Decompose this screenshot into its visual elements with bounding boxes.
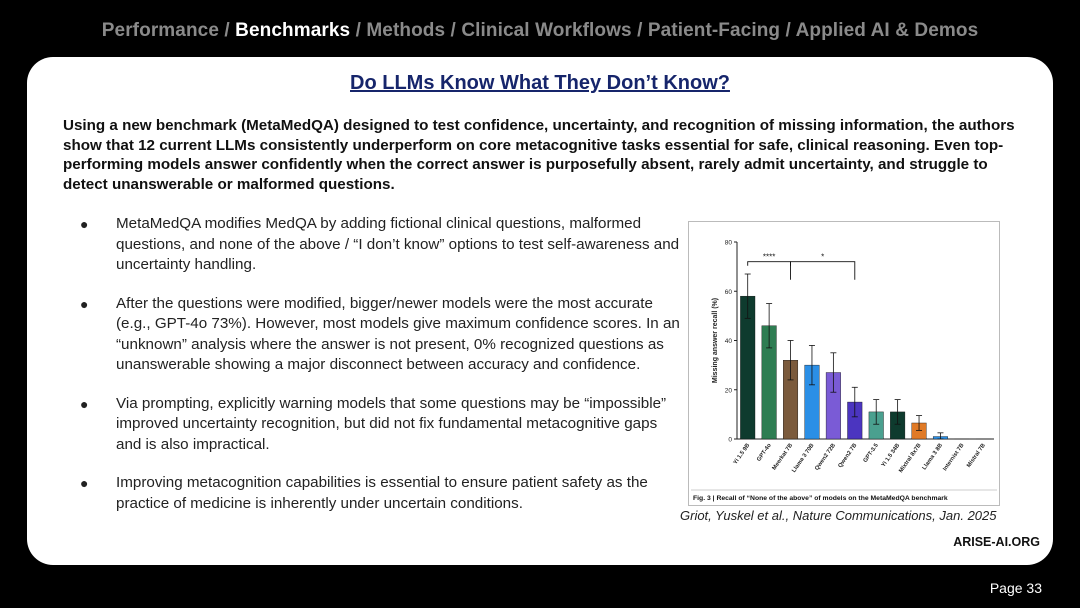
nav-item-applied-ai-demos[interactable]: Applied AI & Demos (795, 20, 979, 41)
x-tick-label: Llama 3 70B (791, 442, 816, 474)
intro-paragraph: Using a new benchmark (MetaMedQA) designed to test confidence, uncertainty, and recognition of missing information, the authors show that 12 current LLMs consistently underperform on core metacognitive tasks essential for safe, clinical reasoning. Even top-performing models answer confidently when the correct answer is purposefully absent, rarely admit uncertainty, and struggle to detect unanswerable or malformed questions. (63, 117, 1015, 193)
bullet-icon: ● (80, 475, 89, 491)
bullet-text: Via prompting, explicitly warning models that some questions may be “impossible” improved uncertainty recognition, but did not fix fundamental metacognitive gaps and is also impractical. (116, 394, 667, 453)
breadcrumb-separator: / (780, 20, 796, 41)
page-number: Page 33 (989, 580, 1042, 596)
breadcrumb-separator: / (219, 20, 236, 41)
brand-label: ARISE-AI.ORG (953, 535, 1040, 549)
x-tick-label: Qwen2 7B (837, 442, 859, 470)
slide-title: Do LLMs Know What They Don’t Know? (350, 72, 730, 94)
bullet-text: MetaMedQA modifies MedQA by adding fictional clinical questions, malformed questions, and none of the above / “I don’t know” options to test self-awareness and uncertainty handling. (116, 215, 680, 273)
bar-chart (689, 222, 999, 505)
bullet-icon: ● (80, 216, 89, 232)
bullet-item (80, 294, 680, 376)
citation: Griot, Yuskel et al., Nature Communications, Jan. 2025 (680, 508, 997, 523)
bullet-text: After the questions were modified, bigger/newer models were the most accurate (e.g., GPT-4o 73%). However, most models give maximum confidence scores. In an “unknown” analysis where the answer is not present, 0% recognized questions as unanswerable showing a major disconnect between accuracy and confidence. (116, 294, 680, 373)
nav-item-performance[interactable]: Performance (101, 20, 220, 41)
bullet-item (80, 473, 680, 514)
bullet-item (80, 214, 680, 276)
breadcrumb-separator: / (445, 20, 462, 41)
x-tick-label: Yi 1.5 9B (732, 442, 752, 466)
x-tick-label: Internist 7B (942, 442, 966, 473)
bullet-icon: ● (80, 295, 89, 312)
significance-label: * (821, 252, 825, 262)
x-tick-label: GPT-4o (756, 442, 773, 463)
x-tick-label: GPT-3.5 (862, 442, 880, 464)
y-axis-label: Missing answer recall (%) (712, 297, 719, 384)
breadcrumb-nav (0, 20, 1080, 42)
nav-item-clinical-workflows[interactable]: Clinical Workflows (461, 20, 632, 41)
significance-bracket (748, 262, 791, 280)
y-tick-label: 20 (724, 387, 732, 395)
breadcrumb-separator: / (350, 20, 367, 41)
x-tick-label: Meerkat 7B (771, 442, 795, 472)
y-tick-label: 40 (724, 338, 732, 345)
x-tick-label: Mistral 7B (966, 442, 987, 469)
x-tick-label: Llama 3 8B (921, 442, 945, 472)
significance-bracket (791, 262, 855, 280)
x-tick-label: Qwen2 72B (814, 442, 838, 472)
figure-caption (693, 495, 948, 502)
significance-label: **** (762, 252, 776, 262)
nav-item-methods[interactable]: Methods (366, 20, 446, 41)
y-tick-label: 0 (728, 436, 732, 444)
bullet-text: Improving metacognition capabilities is essential to ensure patient safety as the practice of medicine is inherently under uncertain conditions. (116, 474, 648, 512)
bullet-item (80, 394, 680, 456)
breadcrumb-separator: / (631, 20, 648, 41)
x-tick-label: Mixtral 8x7B (898, 442, 923, 475)
bullet-icon: ● (80, 395, 89, 412)
bullet-list (80, 214, 680, 532)
x-tick-label: Yi 1.5 34B (880, 442, 902, 469)
figure-panel (688, 221, 1000, 506)
nav-item-patient-facing[interactable]: Patient-Facing (647, 20, 781, 41)
y-tick-label: 80 (724, 239, 732, 247)
y-tick-label: 60 (724, 288, 732, 296)
figure-number: Fig. 3 | (693, 495, 717, 502)
figure-caption-text: Recall of “None of the above” of models on the MetaMedQA benchmark (716, 495, 948, 502)
nav-item-benchmarks[interactable]: Benchmarks (235, 20, 351, 41)
